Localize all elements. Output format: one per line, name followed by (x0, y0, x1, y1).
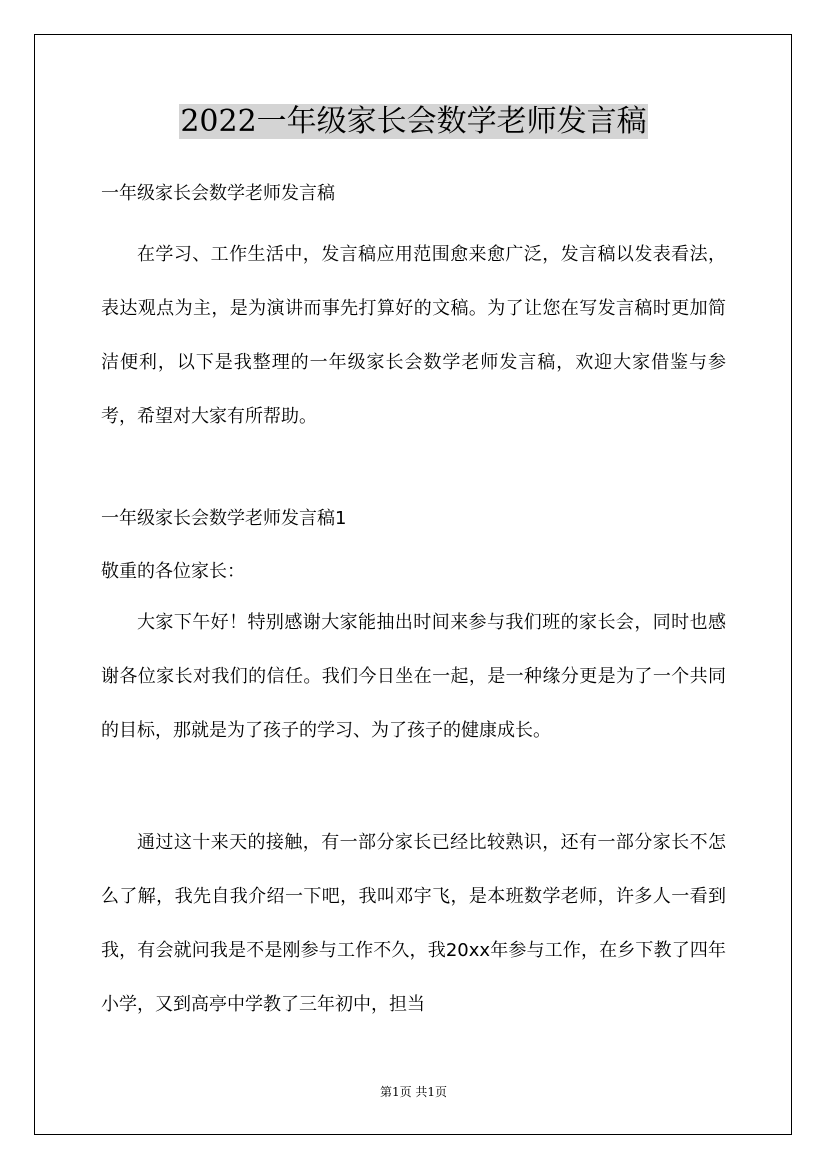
salutation: 敬重的各位家长： (101, 561, 245, 582)
intro-paragraph: 在学习、工作生活中，发言稿应用范围愈来愈广泛，发言稿以发表看法，表达观点为主，是为演讲而事先打算好的文稿。为了让您在写发言稿时更加简洁便利，以下是我整理的一年级家长会数学老师发言稿，欢迎大家借鉴与参考，希望对大家有所帮助。 (101, 244, 726, 427)
document-title (0, 100, 827, 144)
document-title-text: 2022一年级家长会数学老师发言稿 (180, 104, 647, 139)
page-footer: 第1页 共1页 (379, 1085, 448, 1099)
paragraph-introduction: 通过这十来天的接触，有一部分家长已经比较熟识，还有一部分家长不怎么了解，我先自我介绍一下吧，我叫邓宇飞，是本班数学老师，许多人一看到我，有会就问我是不是刚参与工作不久，我20xx年参与工作，在乡下教了四年小学，又到高亭中学教了三年初中，担当 (101, 832, 726, 1015)
document-subtitle: 一年级家长会数学老师发言稿 (101, 183, 335, 204)
paragraph-greeting: 大家下午好！特别感谢大家能抽出时间来参与我们班的家长会，同时也感谢各位家长对我们的信任。我们今日坐在一起，是一种缘分更是为了一个共同的目标，那就是为了孩子的学习、为了孩子的健康成长。 (101, 612, 726, 741)
section-heading: 一年级家长会数学老师发言稿1 (101, 508, 347, 529)
